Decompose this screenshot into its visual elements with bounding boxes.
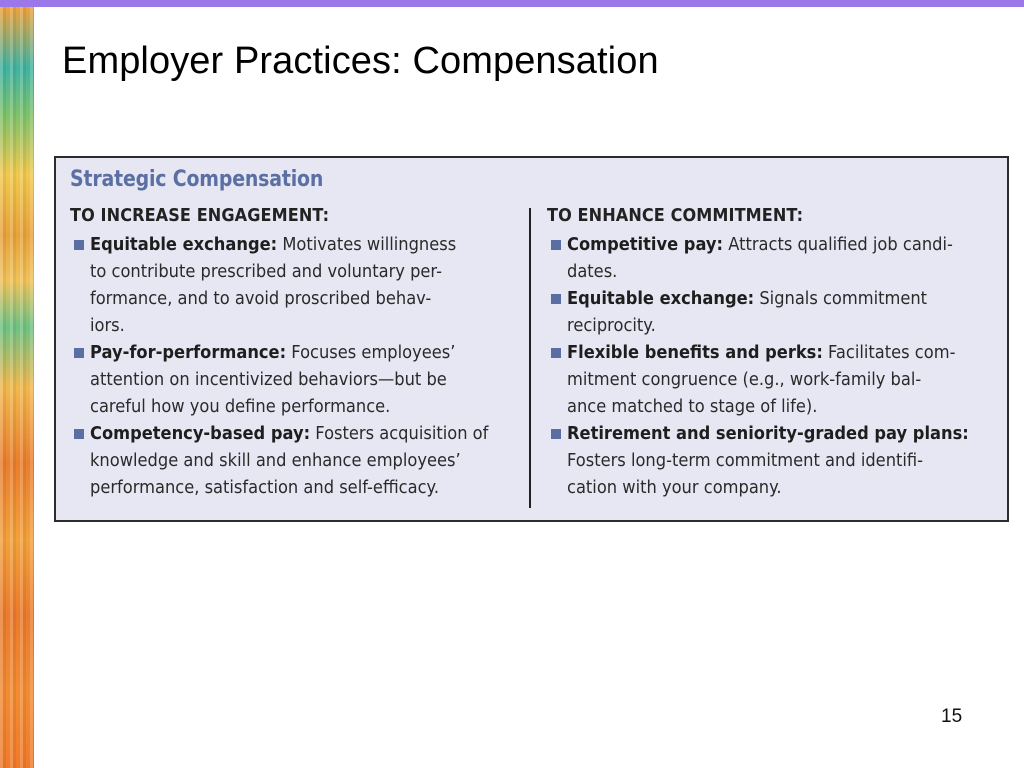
square-bullet-icon bbox=[74, 348, 84, 358]
square-bullet-icon bbox=[551, 294, 561, 304]
item-text: performance, satisfaction and self-efficacy. bbox=[90, 478, 440, 498]
page-title: Employer Practices: Compensation bbox=[62, 40, 659, 82]
commitment-heading: TO ENHANCE COMMITMENT: bbox=[547, 206, 804, 226]
item-text: to contribute prescribed and voluntary per- bbox=[90, 262, 442, 282]
item-text: Motivates willingness bbox=[277, 235, 457, 255]
item-label: Competitive pay: bbox=[567, 235, 724, 255]
item-text: knowledge and skill and enhance employees’ bbox=[90, 451, 461, 471]
item-text: Attracts qualified job candi- bbox=[723, 235, 953, 255]
item-text: cation with your company. bbox=[567, 478, 782, 498]
item-text: ance matched to stage of life). bbox=[567, 397, 818, 417]
item-text: formance, and to avoid proscribed behav- bbox=[90, 289, 432, 309]
strategic-compensation-panel bbox=[54, 156, 1009, 522]
square-bullet-icon bbox=[551, 240, 561, 250]
panel-title: Strategic Compensation bbox=[70, 167, 324, 192]
item-label: Competency-based pay: bbox=[90, 424, 311, 444]
item-text: mitment congruence (e.g., work-family bal- bbox=[567, 370, 922, 390]
top-accent-bar bbox=[0, 0, 1024, 7]
page-number: 15 bbox=[941, 706, 963, 727]
item-text: iors. bbox=[90, 316, 125, 336]
item-text: Facilitates com- bbox=[822, 343, 956, 363]
list-item bbox=[547, 421, 1007, 502]
square-bullet-icon bbox=[74, 429, 84, 439]
commitment-column bbox=[547, 206, 1007, 502]
item-text: Fosters acquisition of bbox=[310, 424, 489, 444]
item-text: attention on incentivized behaviors—but be bbox=[90, 370, 447, 390]
item-text: Signals commitment bbox=[754, 289, 928, 309]
list-item bbox=[70, 421, 535, 502]
item-text: careful how you define performance. bbox=[90, 397, 391, 417]
decorative-side-strip bbox=[0, 7, 34, 768]
item-text: Fosters long-term commitment and identifi- bbox=[567, 451, 924, 471]
item-label: Equitable exchange: bbox=[567, 289, 755, 309]
list-item bbox=[547, 232, 1007, 286]
item-label: Flexible benefits and perks: bbox=[567, 343, 823, 363]
list-item bbox=[70, 340, 535, 421]
square-bullet-icon bbox=[551, 348, 561, 358]
item-label: Pay-for-performance: bbox=[90, 343, 287, 363]
item-label: Retirement and seniority-graded pay plans: bbox=[567, 424, 969, 444]
item-text: reciprocity. bbox=[567, 316, 656, 336]
list-item bbox=[547, 286, 1007, 340]
list-item bbox=[547, 340, 1007, 421]
square-bullet-icon bbox=[74, 240, 84, 250]
item-text: Focuses employees’ bbox=[286, 343, 456, 363]
engagement-heading: TO INCREASE ENGAGEMENT: bbox=[70, 206, 330, 226]
item-label: Equitable exchange: bbox=[90, 235, 278, 255]
item-text: dates. bbox=[567, 262, 618, 282]
list-item bbox=[70, 232, 535, 340]
square-bullet-icon bbox=[551, 429, 561, 439]
engagement-column bbox=[70, 206, 535, 502]
